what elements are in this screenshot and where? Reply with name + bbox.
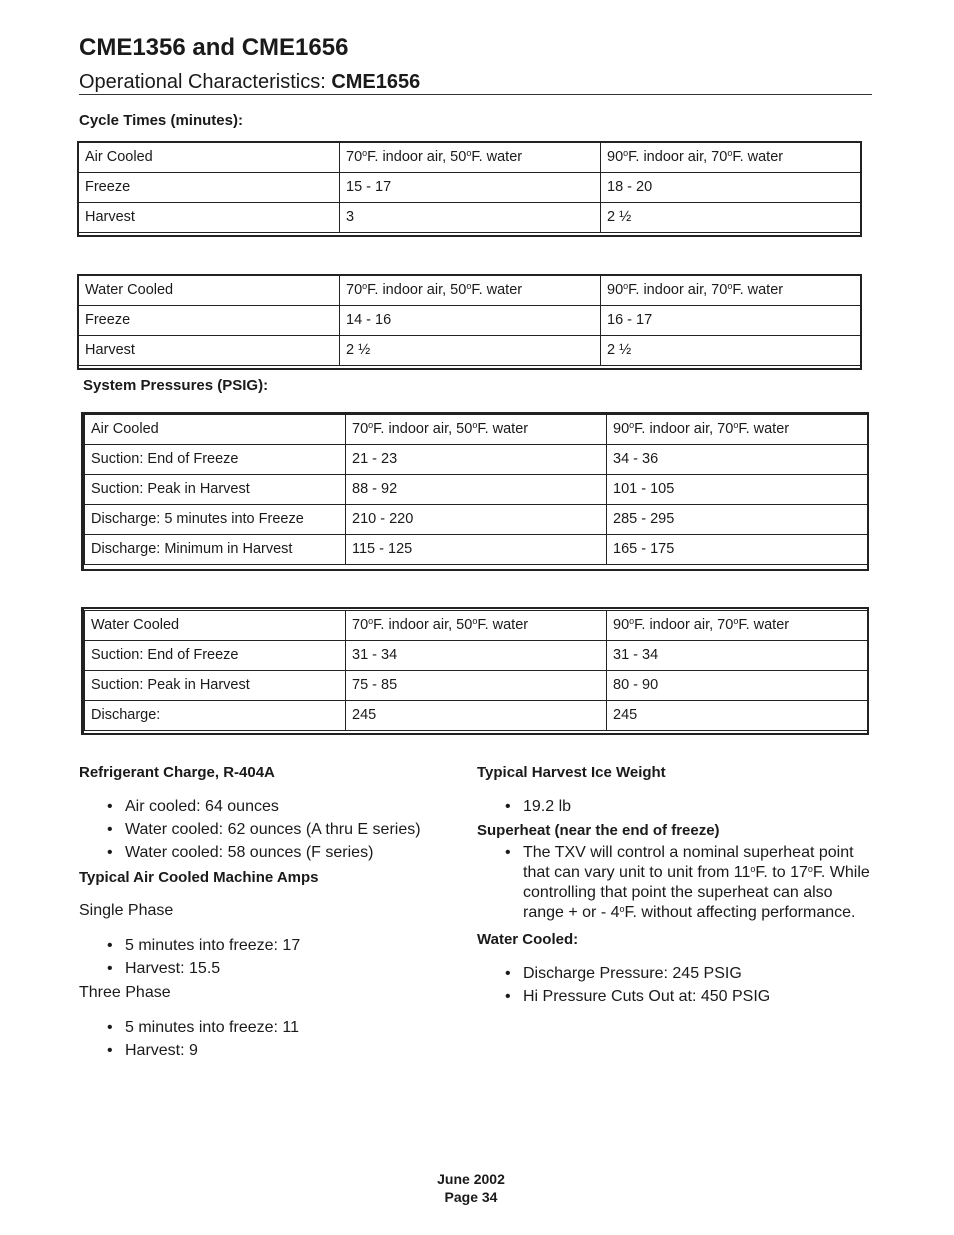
table-cell: Harvest: [79, 336, 340, 366]
table-cell: Suction: Peak in Harvest: [85, 671, 346, 701]
table-cell: Water Cooled: [85, 611, 346, 641]
table-cell: 2 ½: [601, 336, 862, 366]
table-cell: 245: [607, 701, 868, 731]
table-cell: 90$^o$F. indoor air, 70$^o$F. water: [607, 415, 868, 445]
table-cell: Suction: End of Freeze: [85, 445, 346, 475]
list-item: • The TXV will control a nominal superheat point that can vary unit to unit from 11$^o$F. to 17$^o$F. While controlling that point the superheat can also range + or - 4$^o$F. without affecting performance.: [477, 843, 872, 923]
table-cell: Freeze: [79, 173, 340, 203]
refrigerant-list: [79, 795, 459, 864]
table-cell: 210 - 220: [346, 505, 607, 535]
list-item: • Hi Pressure Cuts Out at: 450 PSIG: [477, 985, 872, 1008]
table-cell: 14 - 16: [340, 306, 601, 336]
footer-date: June 2002: [437, 1171, 505, 1187]
cycle-times-air-cooled-table: [78, 142, 862, 233]
left-column: [79, 763, 459, 1062]
subtitle-prefix: Operational Characteristics:: [79, 71, 332, 93]
subtitle-model: CME1656: [331, 71, 421, 93]
table-cell: 75 - 85: [346, 671, 607, 701]
table-cell: 90$^o$F. indoor air, 70$^o$F. water: [601, 143, 862, 173]
ice-weight-heading: Typical Harvest Ice Weight: [477, 764, 666, 781]
table-row: [85, 641, 868, 671]
table-cell: Discharge:: [85, 701, 346, 731]
table-cell: 18 - 20: [601, 173, 862, 203]
list-item: • 5 minutes into freeze: 11: [79, 1016, 459, 1039]
table-cell: 3: [340, 203, 601, 233]
right-column: [477, 763, 872, 1008]
table-row: [85, 671, 868, 701]
cycle-times-label: Cycle Times (minutes):: [79, 112, 243, 129]
table-row: [85, 475, 868, 505]
superheat-list: [477, 843, 872, 923]
single-phase-label: Single Phase: [79, 902, 174, 919]
table-cell: 21 - 23: [346, 445, 607, 475]
table-cell: 34 - 36: [607, 445, 868, 475]
table-cell: 16 - 17: [601, 306, 862, 336]
title-divider: [79, 94, 872, 95]
page-title: CME1356 and CME1656: [79, 34, 349, 61]
table-cell: Freeze: [79, 306, 340, 336]
table-row: [85, 445, 868, 475]
system-pressures-label: System Pressures (PSIG):: [83, 377, 269, 394]
list-item: • Air cooled: 64 ounces: [79, 795, 459, 818]
table-cell: 31 - 34: [607, 641, 868, 671]
table-cell: 31 - 34: [346, 641, 607, 671]
list-item: • Harvest: 9: [79, 1039, 459, 1062]
table-cell: Air Cooled: [85, 415, 346, 445]
table-cell: 70$^o$F. indoor air, 50$^o$F. water: [346, 415, 607, 445]
ice-weight-list: [477, 795, 872, 818]
table-cell: 15 - 17: [340, 173, 601, 203]
table-cell: 165 - 175: [607, 535, 868, 565]
table-cell: Suction: Peak in Harvest: [85, 475, 346, 505]
list-item: • 5 minutes into freeze: 17: [79, 934, 459, 957]
table-cell: 88 - 92: [346, 475, 607, 505]
list-item: • 19.2 lb: [477, 795, 872, 818]
table-cell: 115 - 125: [346, 535, 607, 565]
table-cell: 101 - 105: [607, 475, 868, 505]
table-cell: 90$^o$F. indoor air, 70$^o$F. water: [601, 276, 862, 306]
water-cooled-list: [477, 962, 872, 1008]
table-row: [85, 535, 868, 565]
table-cell: Discharge: Minimum in Harvest: [85, 535, 346, 565]
section-subtitle: [79, 69, 420, 95]
table-cell: Water Cooled: [79, 276, 340, 306]
table-cell: 70$^o$F. indoor air, 50$^o$F. water: [340, 143, 601, 173]
table-header-row: [79, 143, 862, 173]
table-cell: 2 ½: [340, 336, 601, 366]
table-cell: 245: [346, 701, 607, 731]
table-cell: 70$^o$F. indoor air, 50$^o$F. water: [346, 611, 607, 641]
list-item: • Water cooled: 58 ounces (F series): [79, 841, 459, 864]
table-cell: 285 - 295: [607, 505, 868, 535]
table-row: [79, 203, 862, 233]
table-row: [79, 306, 862, 336]
list-item: • Discharge Pressure: 245 PSIG: [477, 962, 872, 985]
table-header-row: [85, 611, 868, 641]
superheat-heading: Superheat (near the end of freeze): [477, 822, 720, 839]
list-item: • Harvest: 15.5: [79, 957, 459, 980]
table-header-row: [85, 415, 868, 445]
water-cooled-heading: Water Cooled:: [477, 931, 579, 948]
single-phase-list: [79, 934, 459, 980]
table-cell: 70$^o$F. indoor air, 50$^o$F. water: [340, 276, 601, 306]
table-row: [85, 701, 868, 731]
table-cell: Air Cooled: [79, 143, 340, 173]
three-phase-label: Three Phase: [79, 984, 171, 1001]
table-row: [79, 173, 862, 203]
table-cell: 2 ½: [601, 203, 862, 233]
table-cell: 80 - 90: [607, 671, 868, 701]
table-cell: Harvest: [79, 203, 340, 233]
amps-heading: Typical Air Cooled Machine Amps: [79, 869, 319, 886]
three-phase-list: [79, 1016, 459, 1062]
table-cell: Suction: End of Freeze: [85, 641, 346, 671]
refrigerant-heading: Refrigerant Charge, R-404A: [79, 764, 275, 781]
pressures-air-cooled-table: [84, 414, 868, 565]
table-header-row: [79, 276, 862, 306]
table-cell: 90$^o$F. indoor air, 70$^o$F. water: [607, 611, 868, 641]
pressures-water-cooled-table: [84, 610, 868, 731]
table-cell: Discharge: 5 minutes into Freeze: [85, 505, 346, 535]
page-number: Page 34: [444, 1189, 498, 1205]
list-item: • Water cooled: 62 ounces (A thru E series): [79, 818, 459, 841]
table-row: [79, 336, 862, 366]
cycle-times-water-cooled-table: [78, 275, 862, 366]
table-row: [85, 505, 868, 535]
